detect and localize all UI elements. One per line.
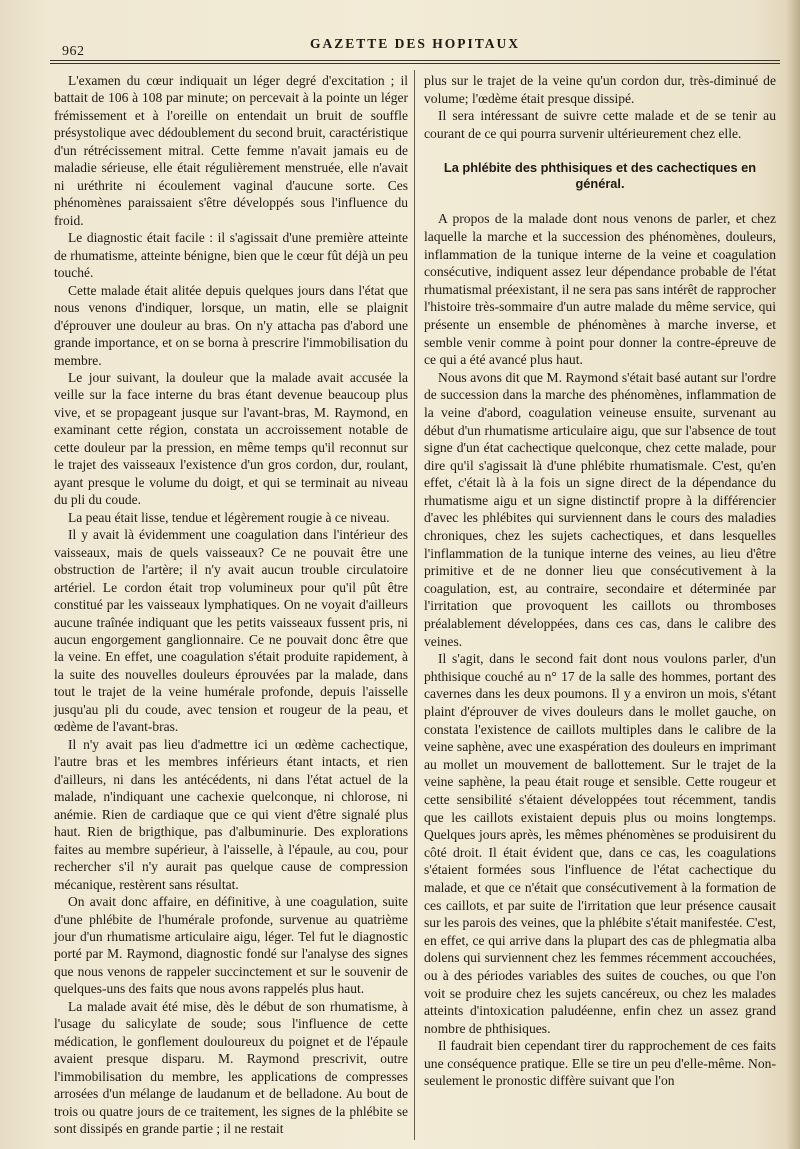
paragraph: On avait donc affaire, en définitive, à une coagulation, suite d'une phlébite de l'humérale profonde, survenue au quatrième jour d'un rhumatisme articulaire aigu, léger. Tel fut le diagnostic porté par M. Raymond, diagnostic fondé sur l'analyse des signes que nous venons de rappeler succinctement et sur le souvenir de quelques-uns des faits que nous avons rappelés plus haut. (54, 894, 408, 997)
paragraph: Il sera intéressant de suivre cette malade et de se tenir au courant de ce qui pourra survenir ultérieurement chez elle. (424, 108, 776, 141)
paragraph: Le diagnostic était facile : il s'agissait d'une première atteinte de rhumatisme, atteinte bénigne, bien que le cœur fût déjà un peu touché. (54, 230, 408, 281)
paragraph: L'examen du cœur indiquait un léger degré d'excitation ; il battait de 106 à 108 par minute; on percevait à la pointe un léger frémissement et à l'oreille on entendait un bruit de souffle présystolique avec dédoublement du second bruit, caractéristique d'un rétrécissement mitral. Cette femme n'avait jamais eu de maladie sérieuse, elle était régulièrement menstruée, elle n'avait ni uréthrite ni écoulement vaginal d'aucune sorte. Ces phénomènes paraissaient s'être développés sous l'influence du froid. (54, 73, 408, 228)
journal-title: GAZETTE DES HOPITAUX (309, 36, 521, 51)
column-divider (414, 70, 415, 1140)
paragraph: Le jour suivant, la douleur que la malade avait accusée la veille sur la face interne du bras étant devenue beaucoup plus vive, et se propageant jusque sur l'avant-bras, M. Raymond, en examinant cette région, constata un accroissement notable de cette douleur par la pression, en même temps qu'il reconnut sur le trajet des vaisseaux l'existence d'un gros cordon, dur, roulant, ayant presque le volume du doigt, et qui se terminait au niveau du pli du coude. (54, 369, 408, 508)
paragraph: La peau était lisse, tendue et légèrement rougie à ce niveau. (68, 509, 390, 525)
right-column (424, 72, 776, 1090)
paragraph: Il s'agit, dans le second fait dont nous voulons parler, d'un phthisique couché au n° 17 de la salle des hommes, portant des cavernes dans les deux poumons. Il y a environ un mois, s'étant plaint d'éprouver de vives douleurs dans le mollet gauche, on constata l'existence de caillots multiples dans le calibre de la veine saphène, avec une exaspération des douleurs en imprimant au mollet un mouvement de ballottement. Sur le trajet de la veine saphène, la peau était rouge et sensible. Cette rougeur et cette sensibilité s'étaient développées tout récemment, tandis que les caillots existaient depuis plus ou moins longtemps. Quelques jours après, les mêmes phénomènes se produisirent du côté droit. Il était évident que, dans ce cas, les coagulations s'étaient formées sous l'influence de l'état cachectique du malade, et que ce n'était que consécutivement à la formation de ces caillots, et par suite de l'irritation que leur présence causait sur les parois des veines, que la phlébite s'était manifestée. C'est, en effet, ce qui arrive dans la plupart des cas de phlegmatia alba dolens qui surviennent chez les femmes récemment accouchées, ou à des périodes variables des suites de couches, ou que l'on voit se produire chez les sujets cancéreux, ou chez les malades atteints d'intoxication paludéenne, enfin chez un assez grand nombre de phthisiques. (424, 651, 776, 1036)
page-number: 962 (62, 44, 85, 59)
paragraph: Cette malade était alitée depuis quelques jours dans l'état que nous venons d'indiquer, lorsque, un matin, elle se plaignit d'éprouver une douleur au bras. On n'y attacha pas d'abord une grande importance, et on se borna à prescrire l'immobilisation du membre. (54, 282, 408, 368)
paragraph: Il y avait là évidemment une coagulation dans l'intérieur des vaisseaux, mais de quels vaisseaux? Ce ne pouvait être une obstruction de l'artère; il n'y avait aucun trouble circulatoire artériel. Le cordon était trop volumineux pour qu'il pût être constitué par les vaisseaux lymphatiques. On ne voyait d'ailleurs aucune traînée indiquant que les petits vaisseaux fussent pris, ni aucun engorgement ganglionnaire. Ce ne pouvait donc être que la veine. En effet, une coagulation s'était produite rapidement, à la suite des nouvelles douleurs éprouvées par la malade, dans tout le trajet de la veine humérale profonde, depuis l'aisselle jusqu'au pli du coude, avec tension et rougeur de la peau, et œdème de l'avant-bras. (54, 527, 408, 735)
paragraph: Nous avons dit que M. Raymond s'était basé autant sur l'ordre de succession dans la marche des phénomènes, inflammation de la veine d'abord, coagulation veineuse ensuite, survenant au début d'un rhumatisme articulaire aigu, que sur l'absence de tout signe d'un état cachectique quelconque, chez cette malade, pour dire qu'il s'agissait là d'une phlébite rhumatismale. C'est, qu'en effet, c'était là à la fois un signe direct de la dépendance du rhumatisme aigu et un signe distinctif propre à la différencier d'avec les phlébites qui surviennent dans le cours des maladies chroniques, chez les sujets cachectiques, et dans lesquelles l'inflammation de la tunique interne des veines, au lieu d'être primitive et de ne donner lieu que consécutivement à la coagulation, est, au contraire, secondaire et déterminée par l'irritation que provoquent les caillots ou thromboses préalablement développées, dans ces cas, dans le calibre des veines. (424, 369, 776, 649)
paragraph: Il n'y avait pas lieu d'admettre ici un œdème cachectique, l'autre bras et les membres inférieurs étant intacts, et rien d'ailleurs, ni dans les antécédents, ni dans l'état actuel de la malade, n'indiquant une cachexie quelconque, ni chlorose, ni anémie. Rien de cardiaque que ce qui vient d'être signalé plus haut. Rien de brigthique, pas d'albuminurie. Des explorations faites au membre supérieur, à l'aisselle, à l'épaule, au cou, pour rechercher s'il n'y aurait pas quelque cause de compression mécanique, restèrent sans résultat. (54, 736, 408, 892)
page-header (50, 30, 780, 60)
header-rule (50, 60, 780, 64)
paragraph: Il faudrait bien cependant tirer du rapprochement de ces faits une conséquence pratique. Elle se tire un peu d'elle-même. Non-seulement le pronostic diffère suivant que l'on (424, 1038, 776, 1089)
paragraph-continuation: plus sur le trajet de la veine qu'un cordon dur, très-diminué de volume; l'œdème était presque dissipé. (424, 73, 776, 106)
page-edge-shadow (786, 0, 800, 1149)
paragraph: A propos de la malade dont nous venons de parler, et chez laquelle la marche et la succession des phénomènes, douleurs, inflammation de la tunique interne de la veine et coagulation consécutive, indiquent assez leur dépendance probable de l'état rhumatismal préexistant, il ne sera pas sans intérêt de rapprocher l'histoire très-sommaire d'un autre malade du même service, qui présente un ensemble de phénomènes à marche inverse, et semble venir comme à point pour donner la contre-épreuve de ce qui a été avancé plus haut. (424, 211, 776, 368)
paragraph: La malade avait été mise, dès le début de son rhumatisme, à l'usage du salicylate de soude; sous l'influence de cette médication, le gonflement douloureux du poignet et de l'épaule avaient presque disparu. M. Raymond prescrivit, outre l'immobilisation du membre, les applications de compresses arrosées d'un mélange de laudanum et de belladone. Au bout de trois ou quatre jours de ce traitement, les signes de la phlébite se sont dissipés en grande partie ; il ne restait (54, 998, 408, 1137)
left-column (54, 72, 408, 1138)
section-title: La phlébite des phthisiques et des cachectiques en général. (443, 160, 757, 192)
